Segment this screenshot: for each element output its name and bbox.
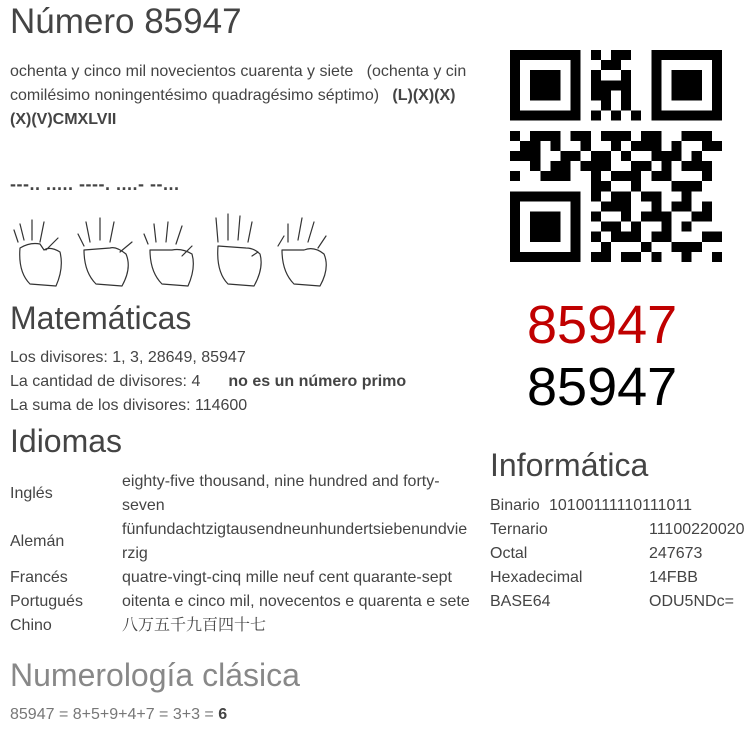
- ordinal-words-line2: comilésimo noningentésimo quadragésimo séptimo): [10, 87, 380, 104]
- info-value: 247673: [649, 545, 703, 562]
- info-key: Ternario: [490, 521, 548, 538]
- math-heading: Matemáticas: [10, 300, 192, 336]
- divisor-count: La cantidad de divisores: 4: [10, 373, 201, 390]
- info-value: 10100111110111011: [549, 497, 692, 514]
- sign-language-hands-icon: [10, 212, 330, 290]
- info-key: Octal: [490, 545, 528, 562]
- language-name: Chino: [10, 617, 52, 634]
- math-section: [10, 346, 406, 418]
- hand-4-icon: [216, 214, 261, 286]
- numerology-result: 6: [218, 706, 228, 723]
- hand-8-icon: [14, 220, 61, 286]
- info-value: 14FBB: [649, 569, 698, 586]
- language-value-line2: rzig: [122, 545, 148, 562]
- language-name: Inglés: [10, 485, 53, 502]
- number-display-red: 85947: [527, 295, 678, 355]
- prime-note: no es un número primo: [228, 373, 407, 390]
- info-key: BASE64: [490, 593, 551, 610]
- roman-numeral-line1: (L)(X)(X): [392, 87, 456, 104]
- numerology-formula: 85947 = 8+5+9+4+7 = 3+3 =: [10, 706, 219, 723]
- language-value: quatre-vingt-cinq mille neuf cent quarante-sept: [122, 569, 452, 586]
- number-display-black: 85947: [527, 357, 678, 417]
- roman-numeral-line2: (X)(V)CMXLVII: [10, 111, 117, 128]
- info-key: Hexadecimal: [490, 569, 583, 586]
- language-value: 八万五千九百四十七: [122, 617, 267, 634]
- language-name: Francés: [10, 569, 68, 586]
- hand-5-icon: [78, 218, 132, 286]
- morse-code: ---.. ..... ----. ....- --...: [10, 174, 180, 194]
- divisors-line: Los divisores: 1, 3, 28649, 85947: [10, 349, 246, 366]
- info-value: 11100220020: [649, 521, 745, 538]
- language-value-line2: seven: [122, 497, 165, 514]
- computing-heading: Informática: [490, 447, 649, 483]
- language-name: Alemán: [10, 533, 65, 550]
- hand-7-icon: [278, 218, 326, 286]
- languages-heading: Idiomas: [10, 423, 123, 459]
- hand-9-icon: [144, 222, 193, 286]
- language-name: Portugués: [10, 593, 83, 610]
- language-value: oitenta e cinco mil, novecentos e quarenta e sete: [122, 593, 470, 610]
- ordinal-words-line1: (ochenta y cin: [366, 63, 467, 80]
- page-title: Número 85947: [10, 2, 242, 41]
- info-value: ODU5NDc=: [649, 593, 734, 610]
- number-in-words: [10, 60, 480, 132]
- qr-code-icon: [510, 50, 722, 262]
- info-key: Binario: [490, 497, 540, 514]
- spanish-words: ochenta y cinco mil novecientos cuarenta y siete: [10, 63, 354, 80]
- language-value-line1: fünfundachtzigtausendneunhundertsiebenundvie: [122, 521, 468, 538]
- language-value-line1: eighty-five thousand, nine hundred and forty-: [122, 473, 440, 490]
- divisor-count-line: [10, 370, 406, 394]
- divisor-sum-line: La suma de los divisores: 114600: [10, 397, 248, 414]
- numerology-line: [10, 706, 227, 724]
- numerology-heading: Numerología clásica: [10, 657, 300, 693]
